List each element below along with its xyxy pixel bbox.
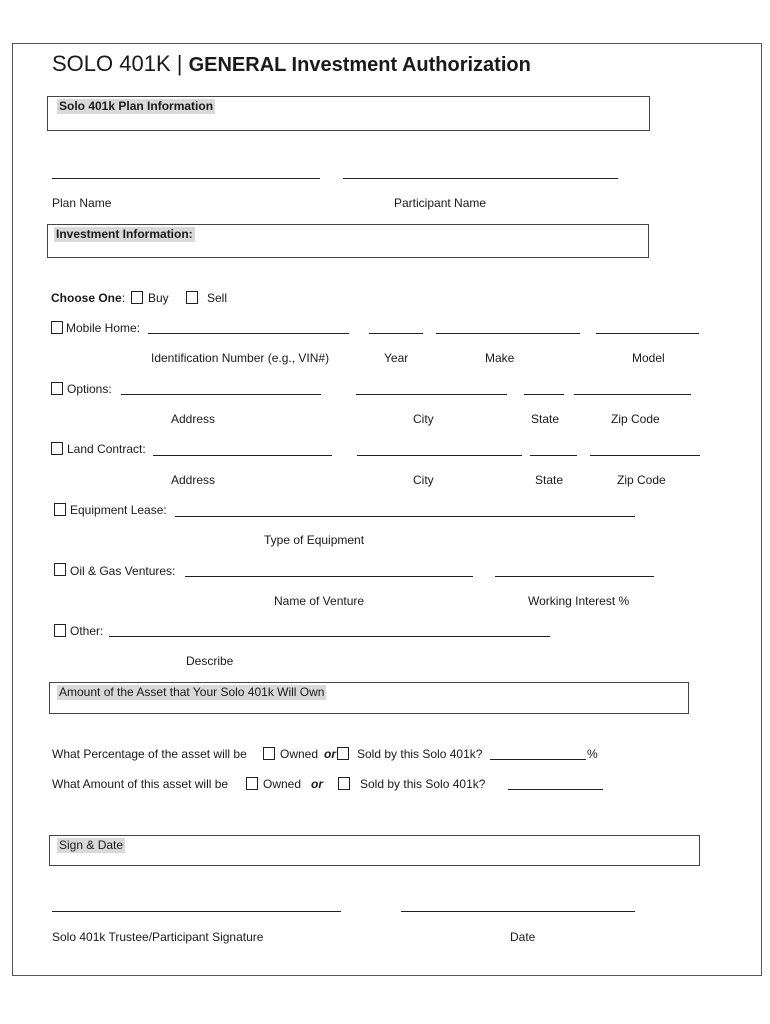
working-interest-field[interactable]	[495, 576, 654, 577]
mobile-home-checkbox[interactable]	[51, 321, 63, 334]
mobile-home-id-label: Identification Number (e.g., VIN#)	[151, 351, 330, 365]
land-contract-address-field[interactable]	[153, 455, 332, 456]
land-contract-state-field[interactable]	[530, 455, 577, 456]
options-address-label: Address	[171, 412, 216, 426]
options-label: Options:	[67, 382, 112, 396]
other-label: Other:	[70, 624, 104, 638]
options-city-label: City	[413, 412, 434, 426]
title-prefix: SOLO 401K |	[52, 51, 183, 76]
sell-label: Sell	[207, 291, 228, 305]
amount-sold-checkbox[interactable]	[338, 777, 350, 790]
land-contract-address-label: Address	[171, 473, 216, 487]
options-zip-field[interactable]	[574, 394, 691, 395]
percentage-owned-checkbox[interactable]	[263, 747, 275, 760]
mobile-home-make-label: Make	[485, 351, 515, 365]
percentage-question: What Percentage of the asset will be	[52, 747, 247, 761]
signature-label: Solo 401k Trustee/Participant Signature	[52, 930, 264, 944]
land-contract-state-label: State	[535, 473, 564, 487]
percent-sign: %	[587, 747, 598, 761]
participant-name-label: Participant Name	[394, 196, 487, 210]
amount-value-field[interactable]	[508, 789, 603, 790]
amount-owned-checkbox[interactable]	[246, 777, 258, 790]
equipment-lease-checkbox[interactable]	[54, 503, 66, 516]
date-field[interactable]	[401, 911, 635, 912]
venture-name-label: Name of Venture	[274, 594, 365, 608]
plan-name-label: Plan Name	[52, 196, 112, 210]
amount-section-header: Amount of the Asset that Your Solo 401k Will Own	[59, 685, 325, 699]
investment-info-header: Investment Information:	[56, 227, 193, 241]
mobile-home-make-field[interactable]	[436, 333, 580, 334]
options-address-field[interactable]	[121, 394, 321, 395]
land-contract-city-field[interactable]	[357, 455, 522, 456]
options-checkbox[interactable]	[51, 382, 63, 395]
mobile-home-year-label: Year	[384, 351, 409, 365]
sell-checkbox[interactable]	[186, 291, 198, 304]
sign-section-box	[49, 835, 700, 866]
participant-name-field[interactable]	[343, 178, 618, 179]
percentage-sold-label: Sold by this Solo 401k?	[357, 747, 483, 761]
equipment-type-label: Type of Equipment	[264, 533, 365, 547]
venture-name-field[interactable]	[185, 576, 473, 577]
land-contract-checkbox[interactable]	[51, 442, 63, 455]
equipment-type-field[interactable]	[175, 516, 635, 517]
other-describe-field[interactable]	[109, 636, 550, 637]
amount-or-label: or	[311, 777, 323, 791]
options-state-field[interactable]	[524, 394, 564, 395]
land-contract-zip-field[interactable]	[590, 455, 700, 456]
oil-gas-label: Oil & Gas Ventures:	[70, 564, 176, 578]
working-interest-label: Working Interest %	[528, 594, 630, 608]
options-city-field[interactable]	[356, 394, 507, 395]
land-contract-zip-label: Zip Code	[617, 473, 666, 487]
signature-field[interactable]	[52, 911, 341, 912]
percentage-owned-label: Owned	[280, 747, 319, 761]
plan-info-header: Solo 401k Plan Information	[59, 99, 214, 113]
page-title	[52, 50, 531, 79]
options-zip-label: Zip Code	[611, 412, 660, 426]
title-main: GENERAL Investment Authorization	[188, 54, 531, 76]
choose-one-label: Choose One:	[51, 291, 126, 305]
date-label: Date	[510, 930, 536, 944]
equipment-lease-label: Equipment Lease:	[70, 503, 167, 517]
percentage-sold-checkbox[interactable]	[337, 747, 349, 760]
mobile-home-label: Mobile Home:	[66, 321, 141, 335]
plan-name-field[interactable]	[52, 178, 320, 179]
sign-section-header: Sign & Date	[59, 838, 124, 852]
oil-gas-checkbox[interactable]	[54, 563, 66, 576]
mobile-home-year-field[interactable]	[369, 333, 423, 334]
mobile-home-model-label: Model	[632, 351, 665, 365]
percentage-or-label: or	[324, 747, 336, 761]
other-describe-label: Describe	[186, 654, 234, 668]
amount-question: What Amount of this asset will be	[52, 777, 229, 791]
options-state-label: State	[531, 412, 560, 426]
percentage-value-field[interactable]	[490, 759, 586, 760]
buy-label: Buy	[148, 291, 169, 305]
amount-sold-label: Sold by this Solo 401k?	[360, 777, 486, 791]
other-checkbox[interactable]	[54, 624, 66, 637]
mobile-home-id-field[interactable]	[148, 333, 349, 334]
mobile-home-model-field[interactable]	[596, 333, 699, 334]
amount-owned-label: Owned	[263, 777, 302, 791]
land-contract-label: Land Contract:	[67, 442, 146, 456]
buy-checkbox[interactable]	[131, 291, 143, 304]
land-contract-city-label: City	[413, 473, 434, 487]
